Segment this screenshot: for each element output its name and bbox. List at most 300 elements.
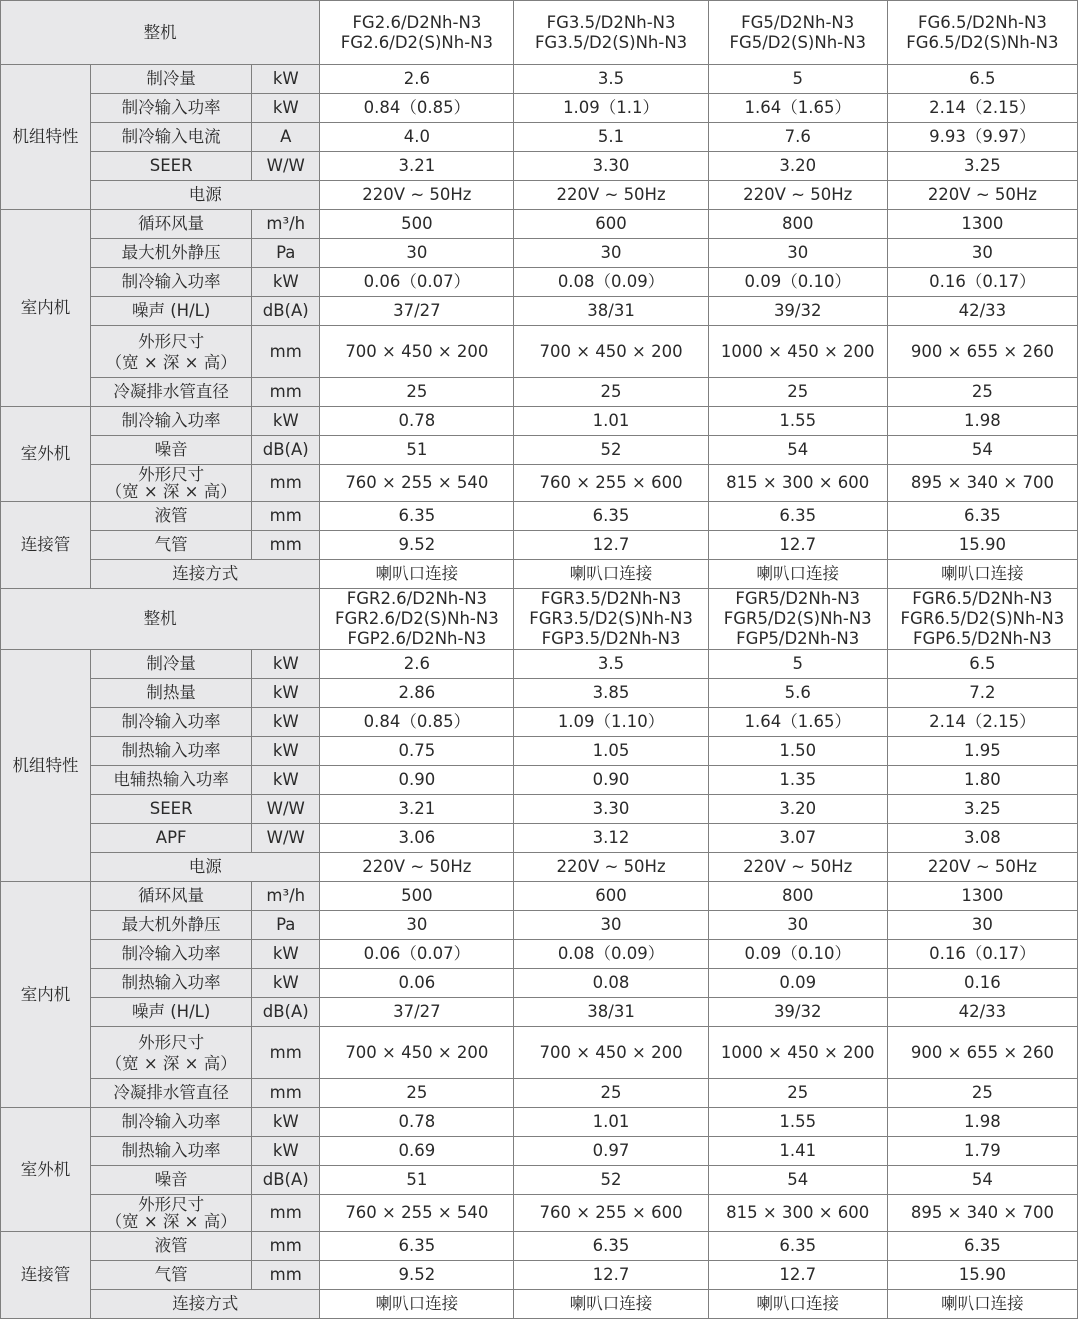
value-cell: 9.93（9.97） bbox=[887, 123, 1077, 152]
row-label-line: 最大机外静压 bbox=[121, 915, 221, 934]
value-cell: 1000 × 450 × 200 bbox=[708, 1027, 887, 1079]
value-cell: 3.07 bbox=[708, 824, 887, 853]
value-cell: 7.6 bbox=[708, 123, 887, 152]
value-cell: 1.64（1.65） bbox=[708, 94, 887, 123]
row-label-line: 冷凝排水管直径 bbox=[113, 1083, 229, 1102]
value-cell: 760 × 255 × 600 bbox=[514, 465, 708, 502]
row-label-line: 液管 bbox=[154, 506, 188, 525]
row-unit: mm bbox=[252, 1195, 320, 1232]
model-name: FGP6.5/D2Nh-N3 bbox=[912, 629, 1052, 648]
model-name: FGR3.5/D2Nh-N3 bbox=[540, 589, 682, 608]
row-label-line: 循环风量 bbox=[138, 886, 205, 905]
row-unit: dB(A) bbox=[252, 998, 320, 1027]
group-label: 室外机 bbox=[1, 1108, 91, 1232]
value-cell: 25 bbox=[320, 1079, 514, 1108]
value-cell: 6.35 bbox=[320, 1232, 514, 1261]
value-cell: 220V ~ 50Hz bbox=[708, 181, 887, 210]
value-cell: 1300 bbox=[887, 210, 1077, 239]
value-cell: 700 × 450 × 200 bbox=[514, 326, 708, 378]
row-label bbox=[91, 65, 252, 94]
value-cell: 39/32 bbox=[708, 998, 887, 1027]
model-name: FG6.5/D2Nh-N3 bbox=[917, 12, 1047, 32]
table-row bbox=[1, 297, 1078, 326]
row-unit: mm bbox=[252, 465, 320, 502]
value-cell: 25 bbox=[514, 378, 708, 407]
model-header bbox=[514, 1, 708, 65]
row-label-line: 气管 bbox=[154, 1265, 188, 1284]
value-cell: 54 bbox=[708, 436, 887, 465]
value-cell: 喇叭口连接 bbox=[887, 560, 1077, 589]
table-row bbox=[1, 378, 1078, 407]
table-row bbox=[1, 998, 1078, 1027]
row-label bbox=[91, 795, 252, 824]
model-name: FG2.6/D2(S)Nh-N3 bbox=[340, 32, 493, 52]
group-label: 室内机 bbox=[1, 210, 91, 407]
row-unit: kW bbox=[252, 679, 320, 708]
header-row bbox=[1, 1, 1078, 65]
value-cell: 25 bbox=[887, 1079, 1077, 1108]
value-cell: 25 bbox=[887, 378, 1077, 407]
row-label-line: 连接方式 bbox=[172, 564, 239, 583]
value-cell: 1.98 bbox=[887, 407, 1077, 436]
value-cell: 1.55 bbox=[708, 407, 887, 436]
row-label bbox=[91, 1137, 252, 1166]
value-cell: 15.90 bbox=[887, 1261, 1077, 1290]
value-cell: 0.09（0.10） bbox=[708, 268, 887, 297]
value-cell: 0.06（0.07） bbox=[320, 940, 514, 969]
value-cell: 0.90 bbox=[320, 766, 514, 795]
row-unit: kW bbox=[252, 940, 320, 969]
value-cell: 7.2 bbox=[887, 679, 1077, 708]
value-cell: 6.35 bbox=[320, 502, 514, 531]
row-label-line: 电辅热输入功率 bbox=[113, 770, 229, 789]
row-unit: kW bbox=[252, 737, 320, 766]
value-cell: 1.41 bbox=[708, 1137, 887, 1166]
row-label bbox=[91, 465, 252, 502]
row-unit: mm bbox=[252, 502, 320, 531]
value-cell: 2.14（2.15） bbox=[887, 94, 1077, 123]
group-label: 连接管 bbox=[1, 502, 91, 589]
group-label: 室外机 bbox=[1, 407, 91, 502]
row-label bbox=[91, 766, 252, 795]
row-unit: kW bbox=[252, 650, 320, 679]
value-cell: 喇叭口连接 bbox=[887, 1290, 1077, 1319]
model-header bbox=[320, 1, 514, 65]
value-cell: 500 bbox=[320, 882, 514, 911]
value-cell: 2.86 bbox=[320, 679, 514, 708]
group-label: 室内机 bbox=[1, 882, 91, 1108]
table-row bbox=[1, 737, 1078, 766]
model-header bbox=[320, 589, 514, 650]
row-label-line: APF bbox=[155, 828, 187, 847]
value-cell: 1.35 bbox=[708, 766, 887, 795]
value-cell: 0.06（0.07） bbox=[320, 268, 514, 297]
value-cell: 0.84（0.85） bbox=[320, 708, 514, 737]
value-cell: 喇叭口连接 bbox=[708, 1290, 887, 1319]
row-label bbox=[91, 853, 320, 882]
table-row bbox=[1, 436, 1078, 465]
value-cell: 895 × 340 × 700 bbox=[887, 1195, 1077, 1232]
model-name: FGP5/D2Nh-N3 bbox=[736, 629, 860, 648]
model-header bbox=[887, 589, 1077, 650]
value-cell: 12.7 bbox=[708, 1261, 887, 1290]
value-cell: 220V ~ 50Hz bbox=[514, 853, 708, 882]
row-label-line: 制热输入功率 bbox=[121, 741, 221, 760]
value-cell: 600 bbox=[514, 882, 708, 911]
value-cell: 3.25 bbox=[887, 152, 1077, 181]
value-cell: 0.75 bbox=[320, 737, 514, 766]
row-label-line: 气管 bbox=[154, 535, 188, 554]
group-label: 连接管 bbox=[1, 1232, 91, 1319]
value-cell: 0.78 bbox=[320, 407, 514, 436]
model-header bbox=[708, 589, 887, 650]
row-label bbox=[91, 531, 252, 560]
value-cell: 0.08 bbox=[514, 969, 708, 998]
row-label-line: 循环风量 bbox=[138, 214, 205, 233]
table-row bbox=[1, 679, 1078, 708]
value-cell: 6.35 bbox=[708, 502, 887, 531]
value-cell: 0.78 bbox=[320, 1108, 514, 1137]
value-cell: 喇叭口连接 bbox=[708, 560, 887, 589]
value-cell: 800 bbox=[708, 882, 887, 911]
value-cell: 0.06 bbox=[320, 969, 514, 998]
value-cell: 2.6 bbox=[320, 65, 514, 94]
value-cell: 52 bbox=[514, 436, 708, 465]
table-row bbox=[1, 531, 1078, 560]
row-unit: mm bbox=[252, 1027, 320, 1079]
row-unit: kW bbox=[252, 1108, 320, 1137]
row-unit: dB(A) bbox=[252, 436, 320, 465]
row-label-line: 连接方式 bbox=[172, 1294, 239, 1313]
value-cell: 895 × 340 × 700 bbox=[887, 465, 1077, 502]
value-cell: 700 × 450 × 200 bbox=[320, 1027, 514, 1079]
row-label-line: 制冷输入功率 bbox=[121, 272, 221, 291]
row-label bbox=[91, 297, 252, 326]
table-row bbox=[1, 123, 1078, 152]
value-cell: 3.20 bbox=[708, 152, 887, 181]
value-cell: 0.09 bbox=[708, 969, 887, 998]
value-cell: 54 bbox=[708, 1166, 887, 1195]
value-cell: 37/27 bbox=[320, 297, 514, 326]
row-label-line: （宽 × 深 × 高） bbox=[105, 352, 237, 372]
value-cell: 6.5 bbox=[887, 650, 1077, 679]
value-cell: 4.0 bbox=[320, 123, 514, 152]
header-label: 整机 bbox=[1, 1, 320, 65]
value-cell: 30 bbox=[514, 911, 708, 940]
value-cell: 3.30 bbox=[514, 795, 708, 824]
value-cell: 30 bbox=[320, 239, 514, 268]
value-cell: 1.79 bbox=[887, 1137, 1077, 1166]
value-cell: 2.14（2.15） bbox=[887, 708, 1077, 737]
value-cell: 25 bbox=[708, 1079, 887, 1108]
row-unit: kW bbox=[252, 407, 320, 436]
value-cell: 38/31 bbox=[514, 297, 708, 326]
row-unit: m³/h bbox=[252, 882, 320, 911]
value-cell: 815 × 300 × 600 bbox=[708, 1195, 887, 1232]
table-row bbox=[1, 1195, 1078, 1232]
row-label bbox=[91, 152, 252, 181]
model-name: FGR5/D2(S)Nh-N3 bbox=[723, 609, 872, 628]
table-row bbox=[1, 1079, 1078, 1108]
row-label bbox=[91, 940, 252, 969]
value-cell: 5 bbox=[708, 65, 887, 94]
row-label-line: 制热输入功率 bbox=[121, 973, 221, 992]
row-unit: kW bbox=[252, 1137, 320, 1166]
value-cell: 0.84（0.85） bbox=[320, 94, 514, 123]
value-cell: 0.97 bbox=[514, 1137, 708, 1166]
table-row bbox=[1, 239, 1078, 268]
value-cell: 760 × 255 × 600 bbox=[514, 1195, 708, 1232]
table-row bbox=[1, 940, 1078, 969]
row-unit: mm bbox=[252, 1232, 320, 1261]
row-label-line: 最大机外静压 bbox=[121, 243, 221, 262]
row-unit: Pa bbox=[252, 911, 320, 940]
row-label bbox=[91, 1166, 252, 1195]
row-label bbox=[91, 94, 252, 123]
value-cell: 5 bbox=[708, 650, 887, 679]
value-cell: 900 × 655 × 260 bbox=[887, 1027, 1077, 1079]
value-cell: 500 bbox=[320, 210, 514, 239]
value-cell: 900 × 655 × 260 bbox=[887, 326, 1077, 378]
row-unit: kW bbox=[252, 708, 320, 737]
row-unit: kW bbox=[252, 65, 320, 94]
table-row bbox=[1, 969, 1078, 998]
value-cell: 喇叭口连接 bbox=[320, 560, 514, 589]
row-label-line: SEER bbox=[149, 799, 193, 818]
value-cell: 1.98 bbox=[887, 1108, 1077, 1137]
value-cell: 9.52 bbox=[320, 1261, 514, 1290]
value-cell: 220V ~ 50Hz bbox=[887, 853, 1077, 882]
value-cell: 3.5 bbox=[514, 650, 708, 679]
row-label-line: 制冷输入功率 bbox=[121, 944, 221, 963]
row-label-line: 制冷量 bbox=[146, 69, 196, 88]
value-cell: 52 bbox=[514, 1166, 708, 1195]
row-label-line: （宽 × 深 × 高） bbox=[105, 1053, 237, 1073]
value-cell: 2.6 bbox=[320, 650, 514, 679]
model-name: FGR6.5/D2(S)Nh-N3 bbox=[900, 609, 1065, 628]
table-row bbox=[1, 853, 1078, 882]
row-label bbox=[91, 1261, 252, 1290]
table-row bbox=[1, 465, 1078, 502]
value-cell: 1.80 bbox=[887, 766, 1077, 795]
row-label-line: 外形尺寸 bbox=[138, 331, 205, 351]
table-row bbox=[1, 1027, 1078, 1079]
value-cell: 30 bbox=[887, 239, 1077, 268]
value-cell: 30 bbox=[514, 239, 708, 268]
row-unit: dB(A) bbox=[252, 297, 320, 326]
row-label bbox=[91, 268, 252, 297]
row-label bbox=[91, 436, 252, 465]
value-cell: 220V ~ 50Hz bbox=[887, 181, 1077, 210]
value-cell: 3.12 bbox=[514, 824, 708, 853]
row-label-line: 外形尺寸 bbox=[138, 465, 205, 484]
table-row bbox=[1, 708, 1078, 737]
row-label bbox=[91, 1195, 252, 1232]
row-label-line: 制冷输入功率 bbox=[121, 411, 221, 430]
value-cell: 39/32 bbox=[708, 297, 887, 326]
table-row bbox=[1, 824, 1078, 853]
value-cell: 12.7 bbox=[514, 531, 708, 560]
value-cell: 0.09（0.10） bbox=[708, 940, 887, 969]
row-label-line: 液管 bbox=[154, 1236, 188, 1255]
value-cell: 6.5 bbox=[887, 65, 1077, 94]
table-row bbox=[1, 795, 1078, 824]
value-cell: 1.05 bbox=[514, 737, 708, 766]
value-cell: 3.06 bbox=[320, 824, 514, 853]
row-unit: mm bbox=[252, 1079, 320, 1108]
value-cell: 0.69 bbox=[320, 1137, 514, 1166]
row-label-line: 噪声 (H/L) bbox=[132, 301, 211, 320]
value-cell: 37/27 bbox=[320, 998, 514, 1027]
row-label bbox=[91, 239, 252, 268]
value-cell: 600 bbox=[514, 210, 708, 239]
row-label bbox=[91, 650, 252, 679]
value-cell: 30 bbox=[708, 239, 887, 268]
table-row bbox=[1, 1166, 1078, 1195]
table-row bbox=[1, 502, 1078, 531]
row-unit: kW bbox=[252, 268, 320, 297]
table-row bbox=[1, 1261, 1078, 1290]
value-cell: 54 bbox=[887, 436, 1077, 465]
row-label-line: 电源 bbox=[188, 857, 222, 876]
value-cell: 1.09（1.10） bbox=[514, 708, 708, 737]
table-row bbox=[1, 766, 1078, 795]
row-label-line: （宽 × 深 × 高） bbox=[105, 482, 237, 501]
value-cell: 0.08（0.09） bbox=[514, 268, 708, 297]
value-cell: 25 bbox=[320, 378, 514, 407]
value-cell: 0.16（0.17） bbox=[887, 940, 1077, 969]
row-label bbox=[91, 737, 252, 766]
value-cell: 6.35 bbox=[887, 502, 1077, 531]
row-label-line: 制冷量 bbox=[146, 654, 196, 673]
row-label bbox=[91, 969, 252, 998]
value-cell: 30 bbox=[320, 911, 514, 940]
model-name: FGR2.6/D2Nh-N3 bbox=[346, 589, 488, 608]
row-unit: A bbox=[252, 123, 320, 152]
value-cell: 30 bbox=[887, 911, 1077, 940]
value-cell: 1.01 bbox=[514, 1108, 708, 1137]
row-unit: mm bbox=[252, 1261, 320, 1290]
row-unit: mm bbox=[252, 326, 320, 378]
row-unit: W/W bbox=[252, 152, 320, 181]
value-cell: 800 bbox=[708, 210, 887, 239]
value-cell: 6.35 bbox=[708, 1232, 887, 1261]
value-cell: 15.90 bbox=[887, 531, 1077, 560]
row-label-line: 制冷输入功率 bbox=[121, 712, 221, 731]
row-unit: m³/h bbox=[252, 210, 320, 239]
row-unit: kW bbox=[252, 766, 320, 795]
value-cell: 6.35 bbox=[887, 1232, 1077, 1261]
row-unit: W/W bbox=[252, 795, 320, 824]
row-unit: kW bbox=[252, 969, 320, 998]
header-row bbox=[1, 589, 1078, 650]
model-name: FGR2.6/D2(S)Nh-N3 bbox=[335, 609, 499, 628]
row-label-line: 噪音 bbox=[154, 440, 188, 459]
value-cell: 喇叭口连接 bbox=[320, 1290, 514, 1319]
row-label-line: 外形尺寸 bbox=[138, 1195, 205, 1214]
row-label bbox=[91, 326, 252, 378]
table-row bbox=[1, 268, 1078, 297]
row-unit: mm bbox=[252, 531, 320, 560]
value-cell: 42/33 bbox=[887, 998, 1077, 1027]
row-unit: W/W bbox=[252, 824, 320, 853]
table-row bbox=[1, 210, 1078, 239]
row-label bbox=[91, 378, 252, 407]
value-cell: 25 bbox=[514, 1079, 708, 1108]
row-label-line: 制热量 bbox=[146, 683, 196, 702]
model-name: FGR5/D2Nh-N3 bbox=[735, 589, 861, 608]
row-label bbox=[91, 824, 252, 853]
table-row bbox=[1, 560, 1078, 589]
value-cell: 1.95 bbox=[887, 737, 1077, 766]
value-cell: 815 × 300 × 600 bbox=[708, 465, 887, 502]
row-label bbox=[91, 708, 252, 737]
row-label bbox=[91, 181, 320, 210]
value-cell: 760 × 255 × 540 bbox=[320, 1195, 514, 1232]
model-name: FG3.5/D2(S)Nh-N3 bbox=[534, 32, 688, 52]
value-cell: 1300 bbox=[887, 882, 1077, 911]
value-cell: 220V ~ 50Hz bbox=[708, 853, 887, 882]
value-cell: 1.01 bbox=[514, 407, 708, 436]
row-label-line: 制冷输入功率 bbox=[121, 1112, 221, 1131]
value-cell: 3.20 bbox=[708, 795, 887, 824]
value-cell: 220V ~ 50Hz bbox=[514, 181, 708, 210]
row-label bbox=[91, 407, 252, 436]
table-row bbox=[1, 650, 1078, 679]
value-cell: 700 × 450 × 200 bbox=[320, 326, 514, 378]
row-label-line: 噪声 (H/L) bbox=[132, 1002, 211, 1021]
value-cell: 3.08 bbox=[887, 824, 1077, 853]
row-label bbox=[91, 1079, 252, 1108]
table-row bbox=[1, 1137, 1078, 1166]
value-cell: 0.90 bbox=[514, 766, 708, 795]
row-label bbox=[91, 502, 252, 531]
row-unit: mm bbox=[252, 378, 320, 407]
row-label-line: 噪音 bbox=[154, 1170, 188, 1189]
row-unit: Pa bbox=[252, 239, 320, 268]
value-cell: 5.1 bbox=[514, 123, 708, 152]
value-cell: 3.30 bbox=[514, 152, 708, 181]
table-row bbox=[1, 326, 1078, 378]
value-cell: 12.7 bbox=[514, 1261, 708, 1290]
table-row bbox=[1, 181, 1078, 210]
row-label-line: SEER bbox=[149, 156, 193, 175]
value-cell: 51 bbox=[320, 436, 514, 465]
model-name: FG6.5/D2(S)Nh-N3 bbox=[906, 32, 1059, 52]
table-row bbox=[1, 1290, 1078, 1319]
table-row bbox=[1, 65, 1078, 94]
row-label bbox=[91, 1232, 252, 1261]
table-row bbox=[1, 152, 1078, 181]
model-header bbox=[708, 1, 887, 65]
row-label bbox=[91, 560, 320, 589]
value-cell: 42/33 bbox=[887, 297, 1077, 326]
value-cell: 12.7 bbox=[708, 531, 887, 560]
group-label: 机组特性 bbox=[1, 65, 91, 210]
row-label-line: 制冷输入功率 bbox=[121, 98, 221, 117]
value-cell: 220V ~ 50Hz bbox=[320, 853, 514, 882]
row-label-line: 电源 bbox=[188, 185, 222, 204]
value-cell: 25 bbox=[708, 378, 887, 407]
row-label bbox=[91, 210, 252, 239]
row-unit: dB(A) bbox=[252, 1166, 320, 1195]
model-header bbox=[514, 589, 708, 650]
value-cell: 0.16（0.17） bbox=[887, 268, 1077, 297]
value-cell: 3.21 bbox=[320, 152, 514, 181]
row-label-line: 冷凝排水管直径 bbox=[113, 382, 229, 401]
model-name: FGR3.5/D2(S)Nh-N3 bbox=[529, 609, 693, 628]
value-cell: 9.52 bbox=[320, 531, 514, 560]
